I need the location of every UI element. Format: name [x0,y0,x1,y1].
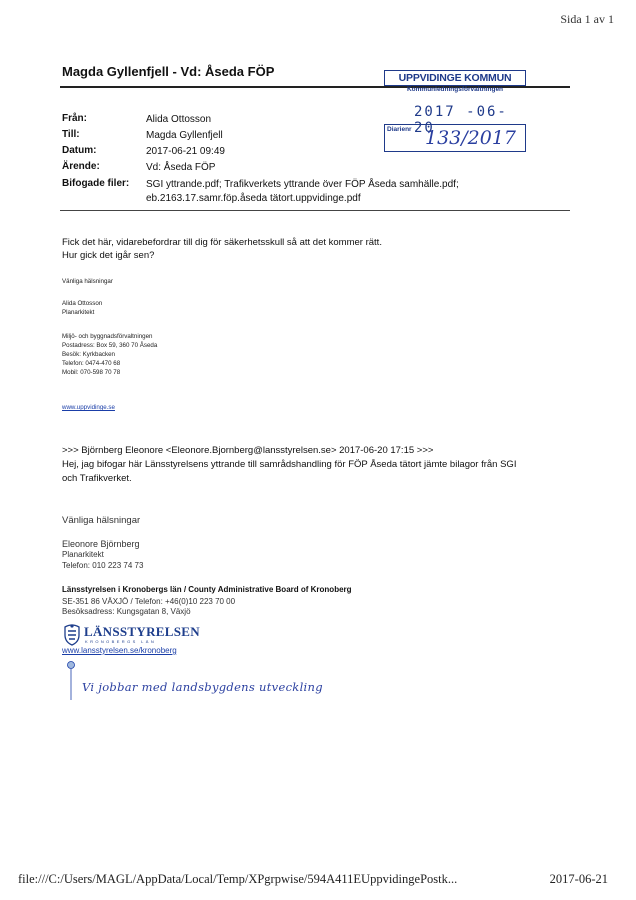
logo-subtext: KRONOBERGS LÄN [85,639,157,644]
sig1-name: Alida Ottosson [62,300,103,307]
attachments-label: Bifogade filer: [62,178,130,189]
sig1-greeting: Vänliga hälsningar [62,278,113,285]
sig1-address: Postadress: Box 59, 360 70 Åseda [62,342,158,349]
sig2-name: Eleonore Björnberg [62,539,140,549]
stamp-diarie-box [384,124,526,152]
subject-label: Ärende: [62,161,100,172]
from-label: Från: [62,113,87,124]
to-value: Magda Gyllenfjell [146,130,223,141]
forward-body-line-2: och Trafikverket. [62,473,132,484]
forward-body-line-1: Hej, jag bifogar här Länsstyrelsens yttrande till samrådshandling för FÖP Åseda tätort jämte bilagor från SGI [62,459,517,470]
stamp-department: Kommunledningsförvaltningen [406,86,504,93]
sig2-visit: Besöksadress: Kungsgatan 8, Växjö [62,607,191,616]
stamp-organization: UPPVIDINGE KOMMUN [384,70,526,86]
sig2-greeting: Vänliga hälsningar [62,515,141,526]
slogan-block [66,660,323,707]
sig2-website-link[interactable]: www.lansstyrelsen.se/kronoberg [62,646,177,655]
sig1-dept: Miljö- och byggnadsförvaltningen [62,333,153,340]
sig2-org: Länsstyrelsen i Kronobergs län / County Administrative Board of Kronoberg [62,585,352,594]
sig2-address: SE-351 86 VÄXJÖ / Telefon: +46(0)10 223 70 00 [62,597,236,606]
stamp-date: 2017 -06- 20 [414,104,508,136]
forward-header: >>> Björnberg Eleonore <Eleonore.Bjornberg@lansstyrelsen.se> 2017-06-20 17:15 >>> [62,445,434,456]
to-label: Till: [62,129,80,140]
subject-value: Vd: Åseda FÖP [146,162,216,173]
stamp-diarie-label: Diarienr [387,126,412,133]
sig1-role: Planarkitekt [62,309,95,316]
from-value: Alida Ottosson [146,114,212,125]
sig1-phone: Telefon: 0474-470 68 [62,360,121,367]
body-line-2: Hur gick det igår sen? [62,250,155,261]
logo-text: LÄNSSTYRELSEN [84,624,200,639]
date-value: 2017-06-21 09:49 [146,146,225,157]
page-number: Sida 1 av 1 [560,12,614,26]
attachments-line-2[interactable]: eb.2163.17.samr.föp.åseda tätort.uppvidinge.pdf [146,193,361,204]
received-stamp [384,70,526,160]
leaf-icon [66,660,80,702]
attachments-line-1[interactable]: SGI yttrande.pdf; Trafikverkets yttrande över FÖP Åseda samhälle.pdf; [146,179,459,190]
date-label: Datum: [62,145,97,156]
sig2-role: Planarkitekt [62,550,104,559]
slogan-text: Vi jobbar med landsbygdens utveckling [82,680,323,694]
sig1-visit: Besök: Kyrkbacken [62,351,115,358]
body-line-1: Fick det här, vidarebefordrar till dig för säkerhetsskull så att det kommer rätt. [62,237,382,248]
footer-date: 2017-06-21 [549,872,608,886]
email-title: Magda Gyllenfjell - Vd: Åseda FÖP [62,64,275,79]
sig1-website-link[interactable]: www.uppvidinge.se [62,404,115,411]
header-divider [60,210,570,211]
sig1-mobile: Mobil: 070-598 70 78 [62,369,121,376]
footer-file-path: file:///C:/Users/MAGL/AppData/Local/Temp/XPgrpwise/594A411EUppvidingePostk... [18,872,458,886]
sig2-phone: Telefon: 010 223 74 73 [62,561,144,570]
stamp-diarie-number: 133/2017 [425,127,517,149]
